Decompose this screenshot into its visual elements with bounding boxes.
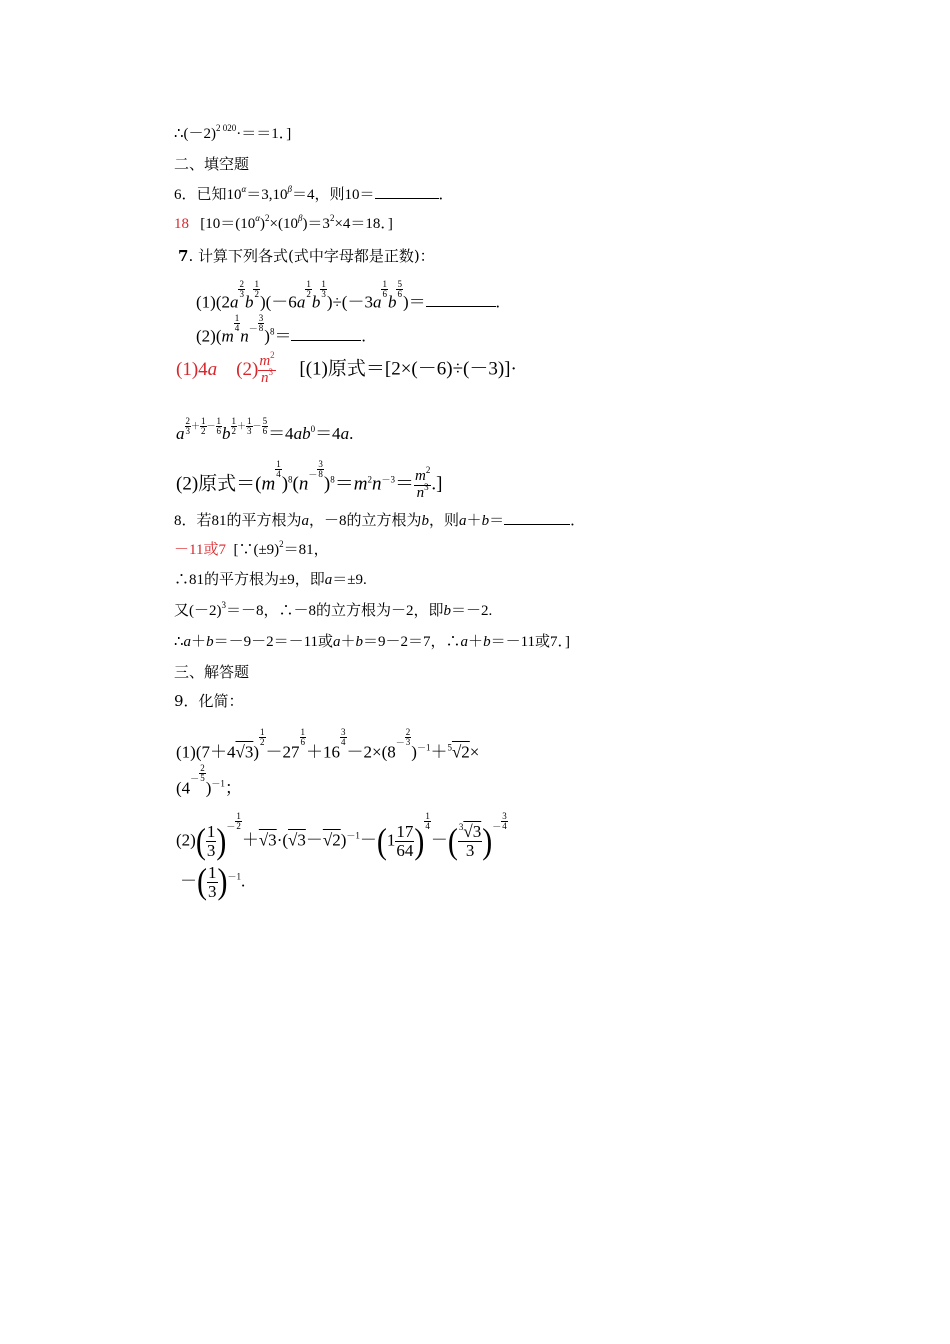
q8-line4: ∴a＋b＝－9－2＝－11或a＋b＝9－2＝7，∴a＋b＝－11或7．] — [174, 634, 571, 650]
line-top: $\therefore(-2)^{2 020}\cdot==1$．] — [174, 123, 292, 142]
q9-part1-line1: (1)(7＋4√3) $\frac{1}{2}$ －27 $\frac{1}{6}$ ＋16 $\frac{3}{4}$ －2×(8－ $\frac{2}{3}$ )$^{-1}$＋$^5$√2× — [176, 727, 480, 762]
q7-part1: (1)(2a $\frac{2}{3}$ b $\frac{1}{2}$ )(－6a $\frac{1}{2}$ b $\frac{1}{3}$ )÷(－3a $\frac{1}{6}$ b $\frac{5}{6}$ )＝ . — [196, 279, 500, 312]
q9-part1-line2: (4－ $\frac{2}{5}$ )$^{-1}$； — [176, 763, 242, 798]
q9-part2-line1: (2)( $\frac{1}{3}$ )－ $\frac{1}{2}$ $+√3\cdot(√3-√2)^{-1}-(1$ $\frac{17}{64}$ ) $\frac{1}{4}$ －( $\frac{^3√3}{3}$ )－ $\frac{3}{4}$ — [176, 811, 507, 861]
section-heading: 二、填空题 — [174, 155, 250, 173]
q9-part2-line2: －( $\frac{1}{3}$ )$^{-1}$. — [180, 861, 246, 902]
q9-title: 9．化简： — [174, 692, 244, 710]
q7-solution-line3: (2)原式＝(m $\frac{1}{4}$ )$^8$(n－ $\frac{3}{8}$ )$^8=m^2n^{-3}=$ $\frac{m^2}{n^3}$ .] — [176, 459, 443, 501]
q7-title: 7. 计算下列各式(式中字母都是正数)： — [178, 247, 435, 265]
q7-part2: (2)(m $\frac{1}{4}$ n－ $\frac{3}{8}$ )$^8$＝ . — [196, 313, 366, 346]
q7-solution-line2: a $^{\frac{2}{3} + \frac{1}{2} - \frac{1}{6}}$ b $^{\frac{1}{2} + \frac{1}{3} - \frac{5}{6}}$ $=4ab^0=4a$. — [176, 416, 354, 443]
q8-answer: －11或7 — [174, 542, 226, 558]
q6-text: 6．已知$10^\alpha=3,10^\beta=4$，则10＝ ． — [174, 184, 454, 203]
q8-line3: 又$(-2)^3=-8$，∴－8的立方根为－2，即b＝－2. — [174, 600, 493, 619]
q6-answer-line: 18 [$10=(10^\alpha)^2\times(10^\beta)=3^2\times 4=18$．] — [174, 213, 393, 232]
q8-answer-line: －11或7 [$\because(\pm 9)^2=81$， — [174, 539, 329, 558]
q8-line2: ∴81的平方根为±9，即a＝±9. — [174, 572, 367, 588]
q8-text: 8．若81的平方根为a，－8的立方根为b，则a＋b＝ ． — [174, 510, 585, 531]
section-heading-3: 三、解答题 — [174, 663, 250, 681]
q7-answer-line: (1)4a (2) $\frac{m^2}{n^3}$ [(1)原式＝[2×(－6)÷(－3)]· — [176, 350, 517, 386]
q6-answer: 18 — [174, 216, 189, 232]
